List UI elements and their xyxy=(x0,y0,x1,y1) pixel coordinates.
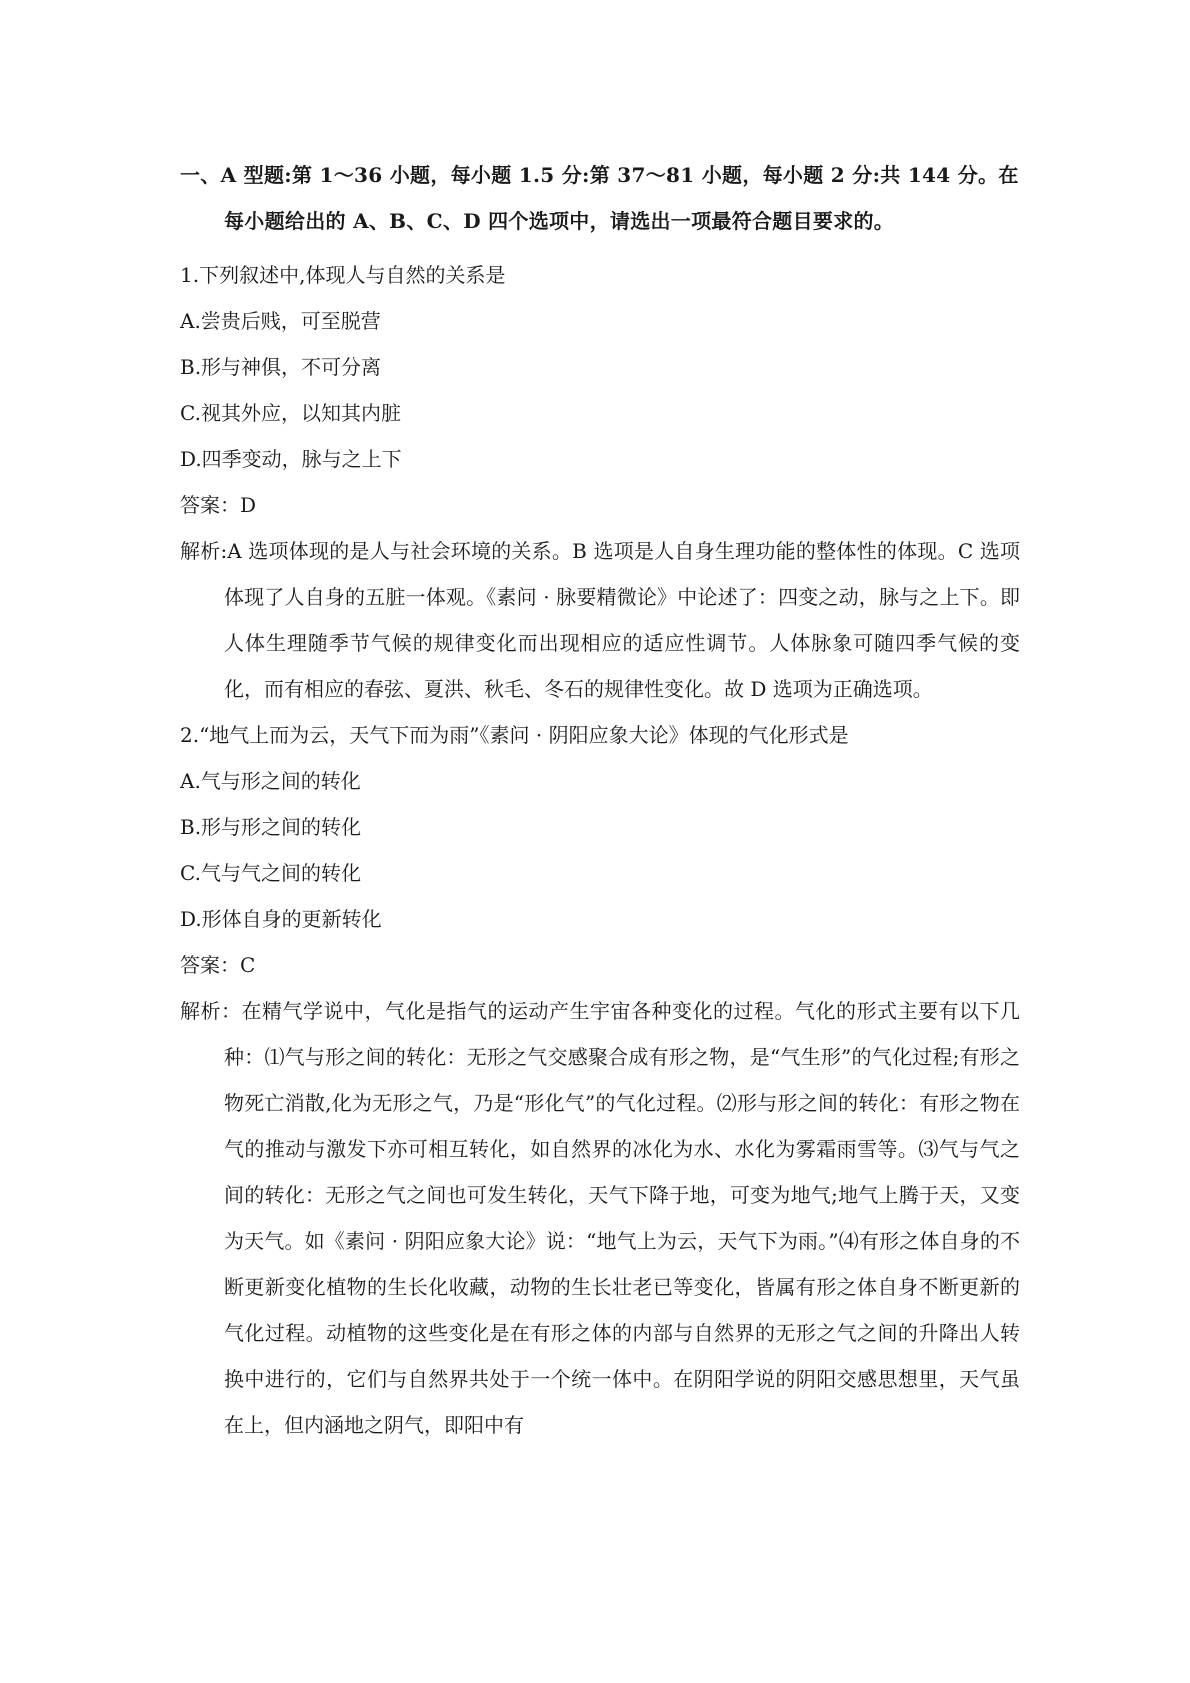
question-1-option-d: D.四季变动，脉与之上下 xyxy=(180,447,402,471)
section-heading: 一、A 型题:第 1～36 小题，每小题 1.5 分:第 37～81 小题，每小题 2 分:共 144 分。在每小题给出的 A、B、C、D 四个选项中，请选出一项最符合题目要求的。 xyxy=(180,163,1019,233)
question-1-answer: 答案：D xyxy=(180,493,257,517)
question-1-stem: 1.下列叙述中,体现人与自然的关系是 xyxy=(180,263,506,287)
question-2-option-d: D.形体自身的更新转化 xyxy=(180,907,382,931)
question-2-answer: 答案：C xyxy=(180,953,256,977)
question-2-option-c: C.气与气之间的转化 xyxy=(180,861,361,885)
question-1-analysis: 解析:A 选项体现的是人与社会环境的关系。B 选项是人自身生理功能的整体性的体现。C 选项体现了人自身的五脏一体观。《素问 · 脉要精微论》中论述了：四变之动，脉与之上下。即人体生理随季节气候的规律变化而出现相应的适应性调节。人体脉象可随四季气候的变化，而有相应的春弦、夏洪、秋毛、冬石的规律性变化。故 D 选项为正确选项。 xyxy=(180,539,1020,701)
question-2-option-a: A.气与形之间的转化 xyxy=(180,769,361,793)
question-1-option-b: B.形与神俱，不可分离 xyxy=(180,355,382,379)
question-2 xyxy=(180,712,1020,1448)
document-page xyxy=(180,152,1020,1448)
question-2-analysis: 解析：在精气学说中，气化是指气的运动产生宇宙各种变化的过程。气化的形式主要有以下几种：⑴气与形之间的转化：无形之气交感聚合成有形之物，是“气生形”的气化过程;有形之物死亡消散,化为无形之气，乃是“形化气”的气化过程。⑵形与形之间的转化：有形之物在气的推动与激发下亦可相互转化，如自然界的冰化为水、水化为雾霜雨雪等。⑶气与气之间的转化：无形之气之间也可发生转化，天气下降于地，可变为地气;地气上腾于天，又变为天气。如《素问 · 阴阳应象大论》说：“地气上为云，天气下为雨。”⑷有形之体自身的不断更新变化植物的生长化收藏，动物的生长壮老已等变化，皆属有形之体自身不断更新的气化过程。动植物的这些变化是在有形之体的内部与自然界的无形之气之间的升降出人转换中进行的，它们与自然界共处于一个统一体中。在阴阳学说的阴阳交感思想里，天气虽在上，但内涵地之阴气，即阳中有 xyxy=(180,999,1020,1437)
question-1 xyxy=(180,252,1020,712)
question-1-option-a: A.尝贵后贱，可至脱营 xyxy=(180,309,381,333)
question-2-stem: 2.“地气上而为云，天气下而为雨”《素问 · 阴阳应象大论》体现的气化形式是 xyxy=(180,723,849,747)
question-1-option-c: C.视其外应，以知其内脏 xyxy=(180,401,401,425)
question-2-option-b: B.形与形之间的转化 xyxy=(180,815,362,839)
